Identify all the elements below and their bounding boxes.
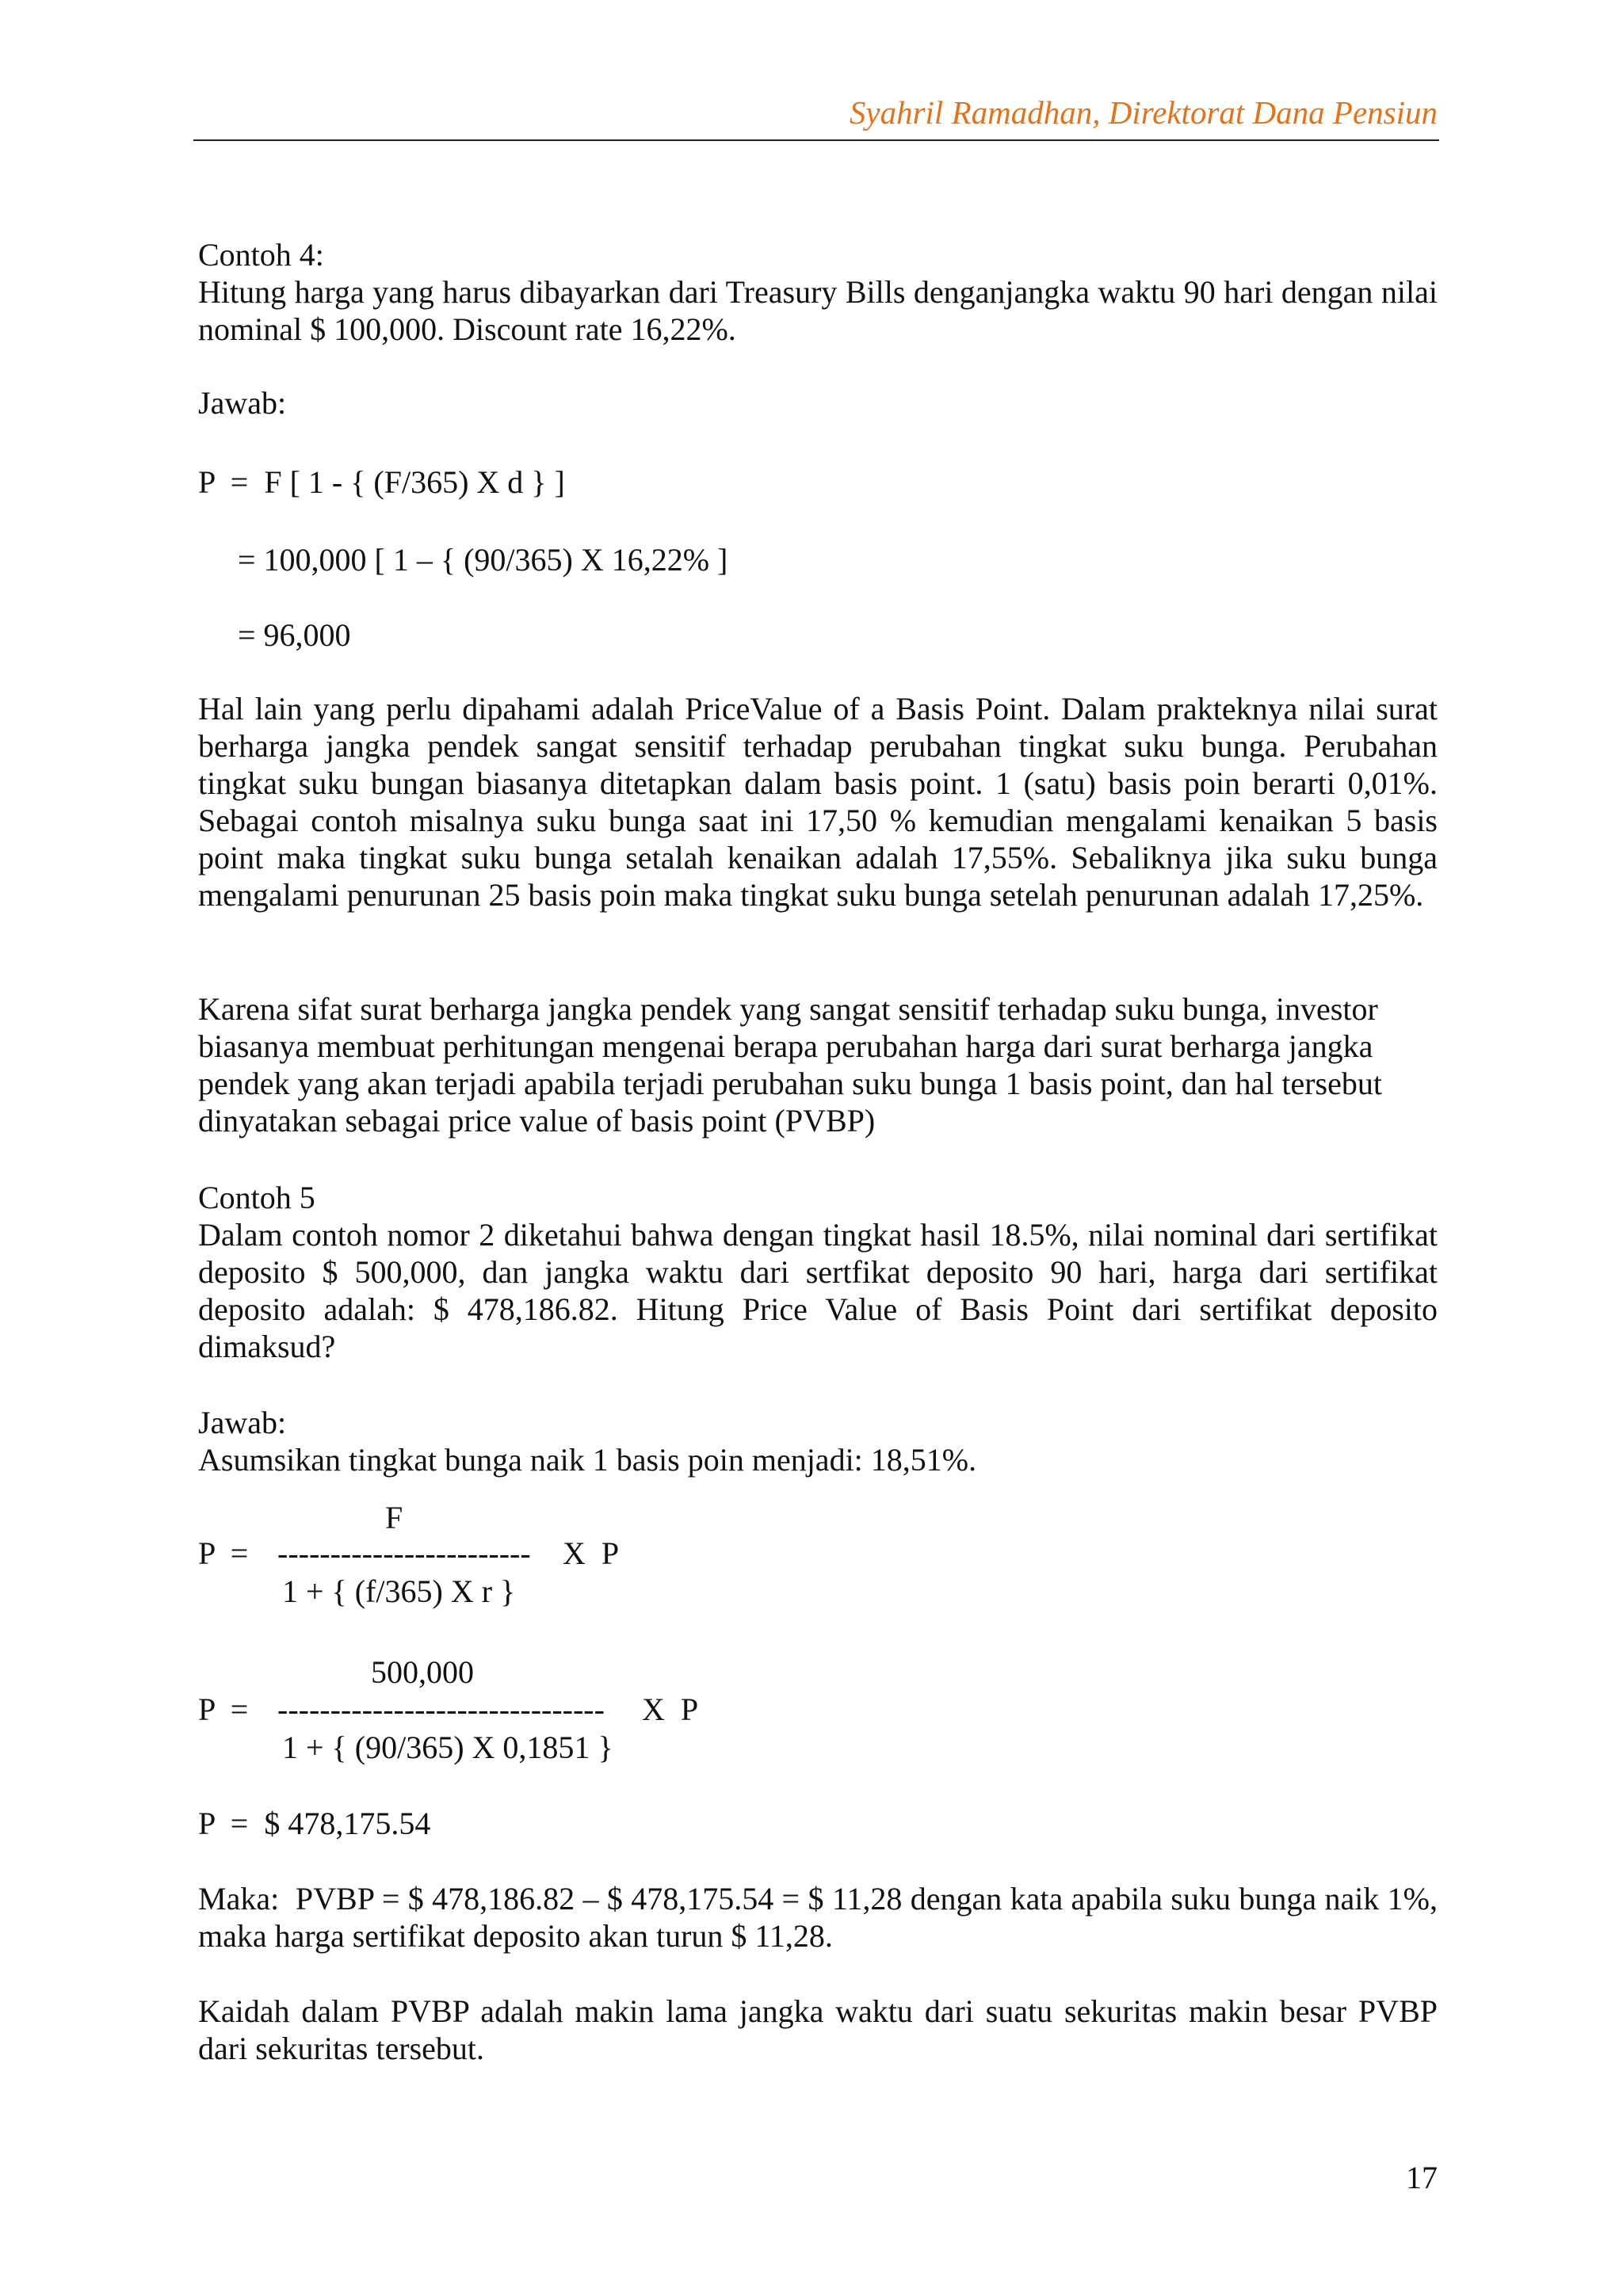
formula1-multiplier: X P bbox=[563, 1535, 620, 1571]
example5-heading: Contoh 5 bbox=[198, 1180, 315, 1215]
example5-result: P = $ 478,175.54 bbox=[198, 1806, 431, 1841]
formula2-fraction-bar: ------------------------------- bbox=[277, 1691, 605, 1727]
example5-answer-label: Jawab: bbox=[198, 1405, 287, 1440]
example4-heading: Contoh 4: bbox=[198, 237, 324, 273]
paragraph-investor-line-4: dinyatakan sebagai price value of basis point (PVBP) bbox=[198, 1103, 876, 1138]
paragraph-investor-line-3: pendek yang akan terjadi apabila terjadi perubahan suku bunga 1 basis point, dan hal tersebut bbox=[198, 1066, 1382, 1101]
header-divider bbox=[193, 139, 1439, 141]
formula1-denominator: 1 + { (f/365) X r } bbox=[282, 1573, 516, 1609]
paragraph-rule: Kaidah dalam PVBP adalah makin lama jangka waktu dari suatu sekuritas makin besar PVBP dari sekuritas tersebut. bbox=[198, 1993, 1438, 2066]
page-number: 17 bbox=[1406, 2160, 1438, 2195]
formula1-numerator: F bbox=[385, 1500, 403, 1535]
formula1-fraction-bar: ------------------------ bbox=[277, 1535, 531, 1571]
paragraph-investor-line-1: Karena sifat surat berharga jangka pendek yang sangat sensitif terhadap suku bunga, investor bbox=[198, 991, 1378, 1027]
formula2-numerator: 500,000 bbox=[371, 1654, 474, 1690]
paragraph-pvbp: Hal lain yang perlu dipahami adalah PriceValue of a Basis Point. Dalam prakteknya nilai surat berharga jangka pendek sangat sensitif terhadap perubahan tingkat suku bunga. Perubahan tingkat suku bungan biasanya ditetapkan dalam basis point. 1 (satu) basis poin berarti 0,01%. Sebagai contoh misalnya suku bunga saat ini 17,50 % kemudian mengalami kenaikan 5 basis point maka tingkat suku bunga setalah kenaikan adalah 17,55%. Sebaliknya jika suku bunga mengalami penurunan 25 basis poin maka tingkat suku bunga setelah penurunan adalah 17,25%. bbox=[198, 691, 1438, 913]
running-header: Syahril Ramadhan, Direktorat Dana Pensiun bbox=[849, 94, 1438, 131]
example4-step2: = 96,000 bbox=[238, 617, 351, 653]
example5-conclusion: Maka: PVBP = $ 478,186.82 – $ 478,175.54 = $ 11,28 dengan kata apabila suku bunga naik 1%, maka harga sertifikat deposito akan turun $ 11,28. bbox=[198, 1881, 1445, 1954]
formula2-multiplier: X P bbox=[642, 1691, 699, 1727]
example4-problem: Hitung harga yang harus dibayarkan dari Treasury Bills denganjangka waktu 90 hari dengan nilai nominal $ 100,000. Discount rate 16,22%. bbox=[198, 274, 1438, 347]
example4-formula: P = F [ 1 - { (F/365) X d } ] bbox=[198, 464, 565, 500]
example4-answer-label: Jawab: bbox=[198, 385, 287, 421]
example5-problem: Dalam contoh nomor 2 diketahui bahwa dengan tingkat hasil 18.5%, nilai nominal dari sertifikat deposito $ 500,000, dan jangka waktu dari sertfikat deposito 90 hari, harga dari sertifikat deposito adalah: $ 478,186.82. Hitung Price Value of Basis Point dari sertifikat deposito dimaksud? bbox=[198, 1217, 1438, 1364]
example5-assumption: Asumsikan tingkat bunga naik 1 basis poin menjadi: 18,51%. bbox=[198, 1442, 977, 1478]
example4-step1: = 100,000 [ 1 – { (90/365) X 16,22% ] bbox=[238, 542, 728, 578]
paragraph-investor-line-2: biasanya membuat perhitungan mengenai berapa perubahan harga dari surat berharga jangka bbox=[198, 1028, 1373, 1064]
formula1-lhs: P = bbox=[198, 1535, 249, 1571]
formula2-lhs: P = bbox=[198, 1691, 249, 1727]
formula2-denominator: 1 + { (90/365) X 0,1851 } bbox=[282, 1730, 613, 1765]
